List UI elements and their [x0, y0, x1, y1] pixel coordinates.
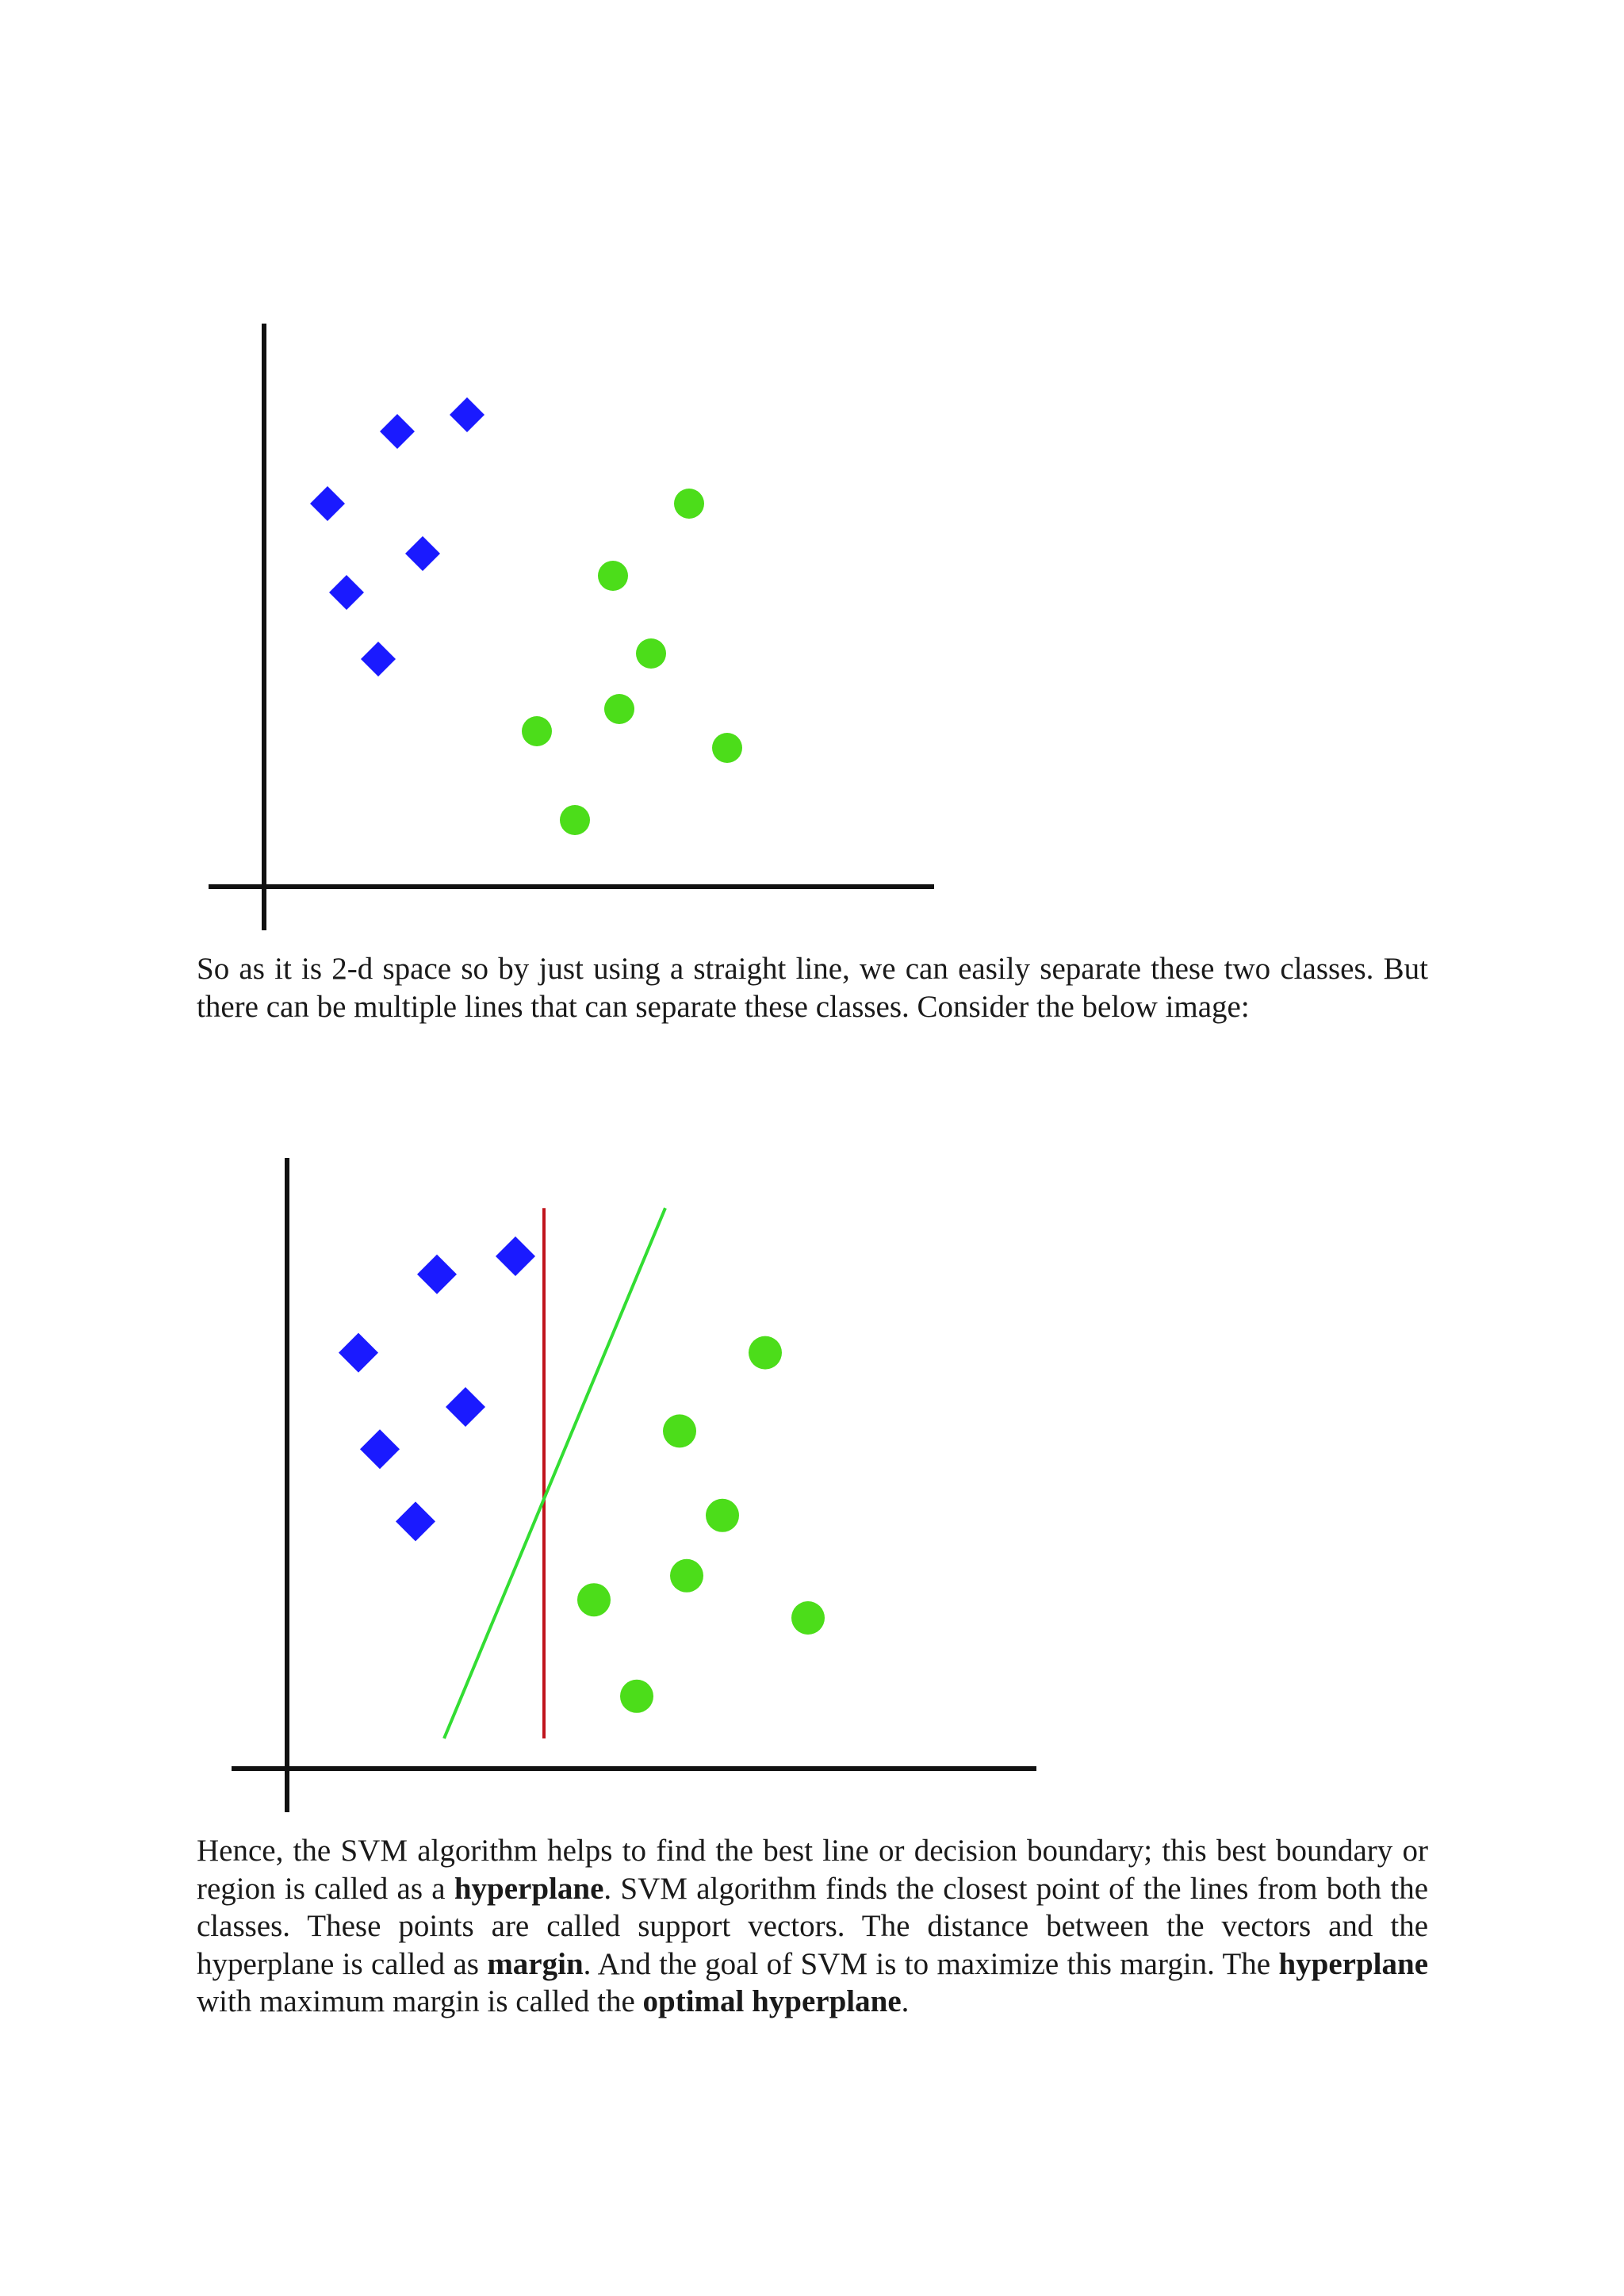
circle-point-2	[663, 1414, 696, 1447]
diamond-point-1	[310, 486, 345, 521]
diamond-point-6	[361, 642, 396, 677]
circle-point-4	[670, 1559, 703, 1593]
paragraph-hyperplane	[197, 1832, 1436, 2021]
circle-point-2	[598, 561, 628, 591]
axes	[232, 1158, 1036, 1812]
diamond-point-5	[329, 575, 364, 610]
paragraph-separating-line	[197, 950, 1436, 1025]
circle-point-4	[604, 694, 634, 724]
diamond-point-6	[396, 1501, 435, 1541]
separator-line-2	[444, 1208, 665, 1738]
circle-point-6	[791, 1601, 825, 1635]
circle-point-6	[712, 733, 742, 763]
circle-point-7	[560, 805, 590, 835]
data-points	[310, 397, 742, 835]
diamond-point-1	[339, 1333, 378, 1373]
diamond-point-4	[446, 1387, 485, 1427]
circle-point-1	[749, 1336, 782, 1370]
diamond-point-2	[417, 1255, 457, 1294]
circle-point-5	[577, 1583, 611, 1616]
diamond-point-4	[405, 536, 440, 571]
circle-point-1	[674, 489, 704, 519]
term-optimal-hyperplane: optimal hyperplane	[642, 1984, 902, 2018]
term-hyperplane: hyperplane	[454, 1871, 604, 1906]
diamond-point-3	[496, 1236, 535, 1276]
para2-part-4: . And the goal of SVM is to maximize this margin. The	[583, 1946, 1279, 1981]
circle-point-3	[636, 638, 666, 669]
diamond-point-2	[380, 414, 415, 449]
scatter-plot-multiple-lines	[214, 1031, 1118, 1824]
para2-part-0: Hence, the SVM algorithm helps to find the best line or decision boundary; this best boundary or region is called as a	[197, 1834, 1436, 1906]
circle-point-3	[706, 1499, 739, 1532]
circle-point-7	[620, 1680, 653, 1713]
term-margin: margin	[487, 1946, 584, 1981]
para2-part-6: with maximum margin is called the	[197, 1946, 1436, 2018]
data-points	[339, 1236, 825, 1713]
term-hyperplane-2: hyperplane	[1278, 1946, 1429, 1981]
para2-part-2: . SVM algorithm finds the closest point of the lines from both the classes. These points are called support vectors. The distance between the vectors and the hyperplane is called as	[197, 1871, 1436, 1981]
diamond-point-3	[450, 397, 485, 432]
diamond-point-5	[360, 1429, 400, 1469]
para2-part-8: .	[901, 1984, 910, 2018]
paragraph-text: So as it is 2-d space so by just using a straight line, we can easily separate these two classes. But there can be multiple lines that can separate these classes. Consider the below image:	[197, 952, 1436, 1024]
scatter-plot-two-classes	[198, 206, 1023, 936]
axes	[209, 324, 934, 930]
separator-lines	[444, 1208, 665, 1738]
circle-point-5	[522, 716, 552, 746]
